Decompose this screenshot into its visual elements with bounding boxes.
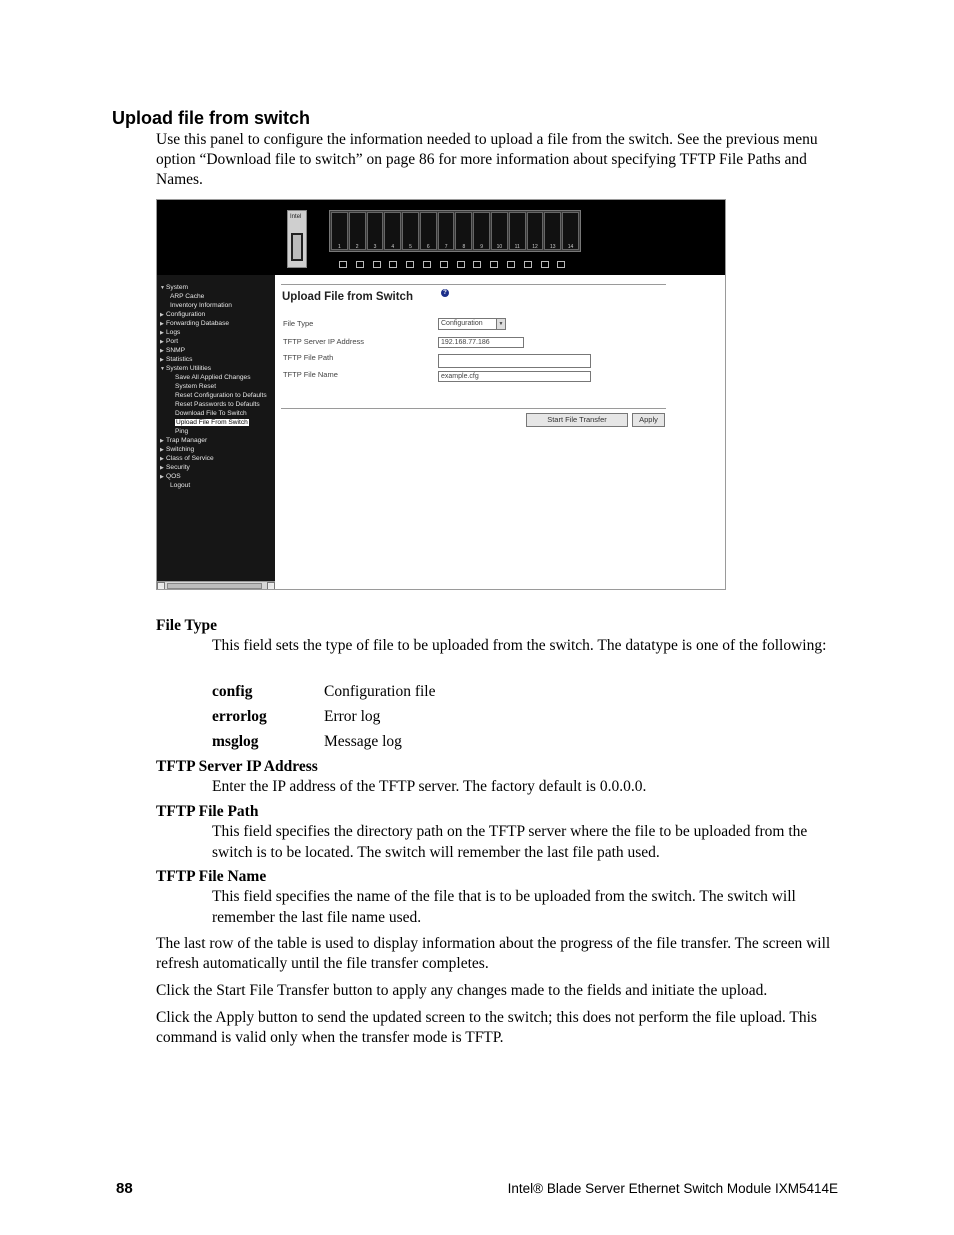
sidebar-item[interactable] xyxy=(157,337,275,346)
switch-port[interactable] xyxy=(331,212,348,250)
server-ip-label: TFTP Server IP Address xyxy=(283,337,365,346)
top-divider xyxy=(281,284,666,285)
port-number: 2 xyxy=(355,244,359,250)
port-number: 1 xyxy=(338,244,341,250)
switch-port[interactable] xyxy=(491,212,508,250)
file-type-term: File Type xyxy=(156,617,217,634)
sidebar-item[interactable] xyxy=(157,382,275,391)
switch-port[interactable] xyxy=(402,212,419,250)
port-number: 6 xyxy=(426,244,430,250)
sidebar-item-label: QOS xyxy=(166,473,181,480)
expanded-arrow-icon: ▼ xyxy=(160,285,165,291)
port-number: 8 xyxy=(462,244,466,250)
port-number: 9 xyxy=(480,244,484,250)
closing-paragraph: Click the Start File Transfer button to apply any changes made to the fields and initiate the upload. xyxy=(156,982,768,999)
server-ip-desc: Enter the IP address of the TFTP server. The factory default is 0.0.0.0. xyxy=(212,778,647,795)
port-number: 7 xyxy=(444,244,448,250)
file-path-label: TFTP File Path xyxy=(283,353,334,362)
switch-port[interactable] xyxy=(455,212,472,250)
sidebar-item-label: System Utilities xyxy=(166,365,212,372)
port-led xyxy=(541,261,549,268)
port-number: 13 xyxy=(549,244,556,250)
sidebar-item[interactable] xyxy=(157,418,275,427)
port-led xyxy=(457,261,465,268)
sidebar-item[interactable] xyxy=(157,310,275,319)
option-value: Message log xyxy=(324,733,402,750)
sidebar-item-label: ARP Cache xyxy=(170,293,205,300)
sidebar-item-label: Forwarding Database xyxy=(166,320,230,327)
sidebar-item[interactable] xyxy=(157,409,275,418)
section-heading: Upload file from switch xyxy=(112,108,311,128)
intro-paragraph: Use this panel to configure the information needed to upload a file from the switch. See the previous menu option “Download file to switch” on page 86 for more information about specifying TFTP File Paths and Names. xyxy=(156,131,818,188)
port-number: 4 xyxy=(391,244,395,250)
closing-paragraph: Click the Apply button to send the updated screen to the switch; this does not perform the file upload. This command is valid only when the transfer mode is TFTP. xyxy=(156,1009,817,1046)
collapsed-arrow-icon: ▶ xyxy=(160,357,164,363)
start-file-transfer-button[interactable]: Start File Transfer xyxy=(526,413,628,427)
sidebar-item[interactable] xyxy=(157,319,275,328)
uplink-port-icon xyxy=(291,233,303,261)
sidebar-item-label: Reset Configuration to Defaults xyxy=(175,392,267,399)
port-led xyxy=(356,261,364,268)
switch-port[interactable] xyxy=(562,212,579,250)
sidebar-horizontal-scrollbar[interactable] xyxy=(157,581,275,590)
sidebar-item[interactable] xyxy=(157,427,275,436)
sidebar-item[interactable] xyxy=(157,346,275,355)
collapsed-arrow-icon: ▶ xyxy=(160,321,164,327)
port-number: 10 xyxy=(496,244,503,250)
switch-port-panel xyxy=(329,210,581,252)
sidebar-item-label: Logout xyxy=(170,482,191,489)
sidebar-item[interactable] xyxy=(157,436,275,445)
collapsed-arrow-icon: ▶ xyxy=(160,438,164,444)
sidebar-item[interactable] xyxy=(157,328,275,337)
sidebar-item-label: Save All Applied Changes xyxy=(175,374,251,381)
collapsed-arrow-icon: ▶ xyxy=(160,465,164,471)
file-name-input[interactable]: example.cfg xyxy=(438,371,591,382)
option-key: errorlog xyxy=(212,708,267,725)
sidebar-item[interactable] xyxy=(157,445,275,454)
sidebar-item-label: Statistics xyxy=(166,356,193,363)
collapsed-arrow-icon: ▶ xyxy=(160,348,164,354)
sidebar-item-label: System Reset xyxy=(175,383,217,390)
sidebar-item[interactable] xyxy=(157,355,275,364)
sidebar-item[interactable] xyxy=(157,472,275,481)
question-icon[interactable]: ? xyxy=(441,289,449,297)
switch-port[interactable] xyxy=(438,212,455,250)
file-path-input[interactable] xyxy=(438,354,591,368)
logo-text: Intel xyxy=(290,214,302,220)
file-type-desc: This field sets the type of file to be uploaded from the switch. The datatype is one of the following: xyxy=(212,637,827,654)
switch-port[interactable] xyxy=(527,212,544,250)
option-value: Configuration file xyxy=(324,683,436,700)
port-led xyxy=(373,261,381,268)
switch-port[interactable] xyxy=(509,212,526,250)
sidebar-item-label: Reset Passwords to Defaults xyxy=(175,401,260,408)
switch-port[interactable] xyxy=(544,212,561,250)
port-led xyxy=(557,261,565,268)
sidebar-item[interactable] xyxy=(157,373,275,382)
switch-port[interactable] xyxy=(384,212,401,250)
switch-header xyxy=(157,200,725,275)
sidebar-item-label: Inventory Information xyxy=(170,302,232,309)
upload-form-panel xyxy=(275,275,725,590)
sidebar-item[interactable] xyxy=(157,301,275,310)
file-type-select[interactable] xyxy=(438,318,506,330)
sidebar-item[interactable] xyxy=(157,292,275,301)
port-led xyxy=(339,261,347,268)
file-path-desc: This field specifies the directory path on the TFTP server where the file to be uploaded from the switch is to be located. The switch will remember the last file path used. xyxy=(212,823,808,861)
collapsed-arrow-icon: ▶ xyxy=(160,447,164,453)
collapsed-arrow-icon: ▶ xyxy=(160,330,164,336)
server-ip-term: TFTP Server IP Address xyxy=(156,758,318,775)
sidebar-item-label: Configuration xyxy=(166,311,206,318)
sidebar-item-label: Trap Manager xyxy=(166,437,208,444)
file-path-term: TFTP File Path xyxy=(156,803,259,820)
sidebar-item[interactable] xyxy=(157,400,275,409)
upload-panel-screenshot xyxy=(156,199,726,590)
sidebar-item[interactable] xyxy=(157,463,275,472)
scroll-left-icon[interactable]: ◀ xyxy=(158,583,164,589)
switch-port[interactable] xyxy=(367,212,384,250)
switch-port[interactable] xyxy=(349,212,366,250)
port-number: 14 xyxy=(567,244,574,250)
sidebar-item-label: Switching xyxy=(166,446,195,453)
sidebar-item[interactable] xyxy=(157,364,275,373)
port-number: 3 xyxy=(373,244,377,250)
expanded-arrow-icon: ▼ xyxy=(160,366,165,372)
nav-sidebar xyxy=(157,275,275,590)
port-led xyxy=(507,261,515,268)
file-type-label: File Type xyxy=(283,319,314,328)
port-led-row xyxy=(339,261,565,268)
switch-port[interactable] xyxy=(473,212,490,250)
option-key: msglog xyxy=(212,733,259,750)
port-led xyxy=(389,261,397,268)
port-led xyxy=(490,261,498,268)
page-number: 88 xyxy=(116,1180,133,1197)
apply-button[interactable]: Apply xyxy=(632,413,665,427)
sidebar-item-label: Download File To Switch xyxy=(175,410,247,417)
sidebar-item-label: Upload File From Switch xyxy=(176,419,248,426)
file-name-desc: This field specifies the name of the file that is to be uploaded from the switch. The switch will remember the last file name used. xyxy=(212,888,796,926)
port-number: 5 xyxy=(409,244,412,250)
nav-tree xyxy=(157,283,275,490)
switch-port[interactable] xyxy=(420,212,437,250)
port-number: 11 xyxy=(514,244,520,250)
sidebar-item[interactable] xyxy=(157,283,275,292)
sidebar-item[interactable] xyxy=(157,391,275,400)
port-led xyxy=(440,261,448,268)
collapsed-arrow-icon: ▶ xyxy=(160,312,164,318)
file-name-label: TFTP File Name xyxy=(283,370,338,379)
port-led xyxy=(406,261,414,268)
scroll-right-icon[interactable]: ▶ xyxy=(268,583,274,589)
bottom-divider xyxy=(281,408,666,409)
option-key: config xyxy=(212,683,253,700)
sidebar-item-label: Security xyxy=(166,464,190,471)
option-value: Error log xyxy=(324,708,381,725)
sidebar-item-label: Logs xyxy=(166,329,181,336)
file-name-term: TFTP File Name xyxy=(156,868,267,885)
sidebar-item-label: Class of Service xyxy=(166,455,214,462)
port-number: 12 xyxy=(532,244,538,250)
collapsed-arrow-icon: ▶ xyxy=(160,456,164,462)
scrollbar-thumb[interactable] xyxy=(167,583,262,589)
sidebar-item-label: Port xyxy=(166,338,179,345)
closing-paragraph: The last row of the table is used to display information about the progress of the file transfer. The screen will refresh automatically until the file transfer completes. xyxy=(156,935,831,972)
file-type-selected: Configuration xyxy=(441,320,483,327)
port-led xyxy=(524,261,532,268)
collapsed-arrow-icon: ▶ xyxy=(160,339,164,345)
port-led xyxy=(423,261,431,268)
collapsed-arrow-icon: ▶ xyxy=(160,474,164,480)
sidebar-item[interactable] xyxy=(157,454,275,463)
panel-title: Upload File from Switch xyxy=(282,291,413,303)
switch-logo xyxy=(287,210,307,268)
sidebar-item[interactable] xyxy=(157,481,275,490)
sidebar-item-label: Ping xyxy=(175,428,189,435)
sidebar-item-label: System xyxy=(166,284,188,291)
sidebar-item-label: SNMP xyxy=(166,347,186,354)
chevron-down-icon[interactable]: ▼ xyxy=(496,319,505,329)
footer-doc-title: Intel® Blade Server Ethernet Switch Module IXM5414E xyxy=(507,1181,838,1196)
server-ip-input[interactable]: 192.168.77.186 xyxy=(438,337,524,348)
port-led xyxy=(473,261,481,268)
